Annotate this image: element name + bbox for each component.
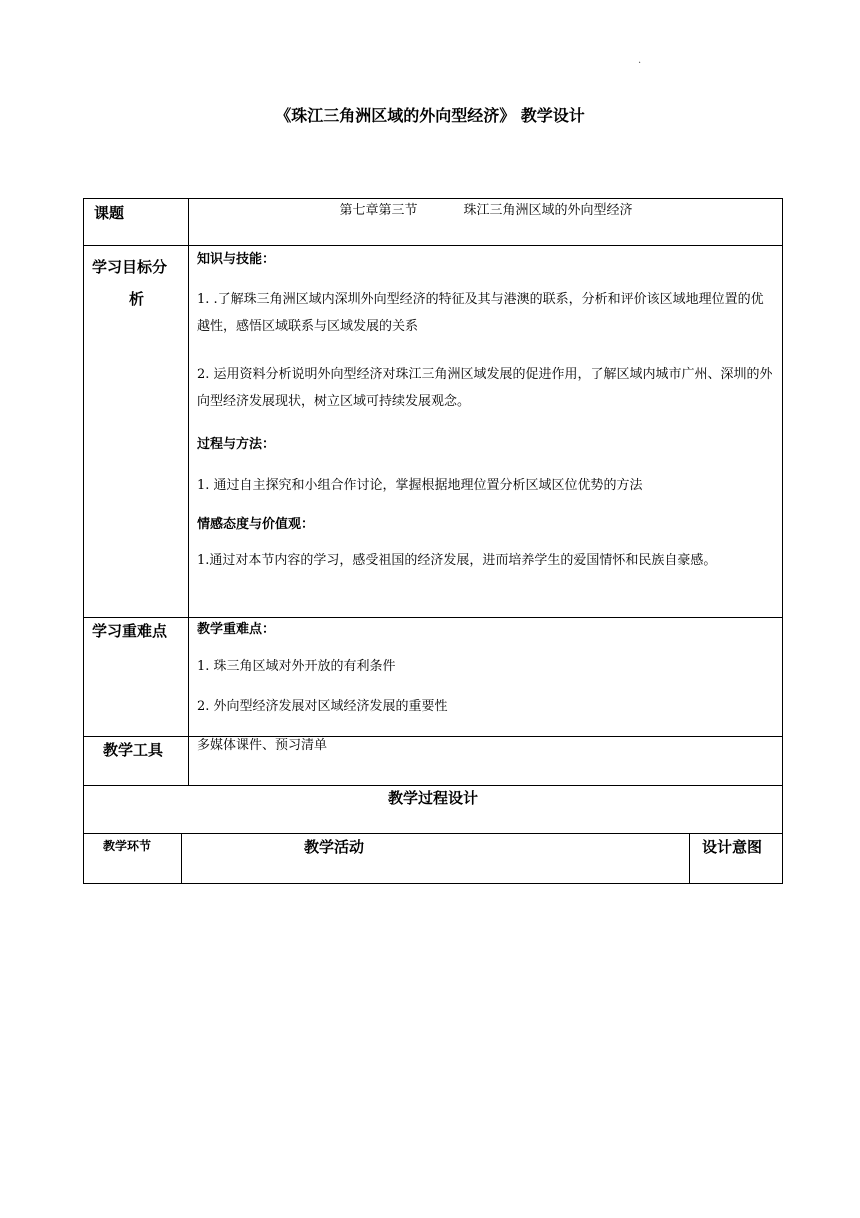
- attitude-heading: 情感态度与价值观：: [197, 517, 315, 532]
- knowledge-item-1: 1. .了解珠三角洲区域内深圳外向型经济的特征及其与港澳的联系，分析和评价该区域地理位置的优越性，感悟区域联系与区域发展的关系: [197, 292, 764, 334]
- knowledge-item-2: 2. 运用资料分析说明外向型经济对珠江三角洲区域发展的促进作用，了解区域内城市广州、深圳的外向型经济发展现状，树立区域可持续发展观念。: [197, 367, 773, 409]
- attitude-item-1: 1.通过对本节内容的学习，感受祖国的经济发展，进而培养学生的爱国情怀和民族自豪感。: [197, 553, 717, 568]
- process-column-divider: [181, 833, 182, 884]
- knowledge-heading: 知识与技能：: [197, 252, 276, 267]
- column-header-stage: 教学环节: [103, 839, 152, 853]
- tools-value: 多媒体课件、预习清单: [197, 738, 328, 753]
- topic-label: 课题: [94, 204, 125, 222]
- objectives-label-line2: 析: [129, 290, 145, 308]
- process-design-title: 教学过程设计: [387, 789, 478, 807]
- process-item-1: 1. 通过自主探究和小组合作讨论，掌握根据地理位置分析区域区位优势的方法: [197, 478, 643, 493]
- topic-chapter: 第七章第三节: [339, 203, 418, 218]
- process-heading: 过程与方法：: [197, 437, 276, 452]
- topic-value: [189, 198, 783, 224]
- key-points-label: 学习重难点: [92, 622, 168, 640]
- process-column-divider: [689, 833, 690, 884]
- row-divider: [83, 736, 783, 737]
- column-header-activity: 教学活动: [304, 838, 365, 856]
- key-point-item-1: 1. 珠三角区域对外开放的有利条件: [197, 659, 396, 674]
- header-mark: .: [638, 55, 642, 66]
- key-points-heading: 教学重难点：: [197, 622, 276, 637]
- topic-name: 珠江三角洲区域的外向型经济: [463, 203, 633, 218]
- document-title: 《珠江三角洲区域的外向型经济》 教学设计: [275, 106, 585, 125]
- column-header-intent: 设计意图: [702, 838, 763, 856]
- objectives-label: [92, 251, 186, 315]
- process-header-row: [83, 833, 783, 884]
- tools-label: 教学工具: [103, 741, 164, 759]
- table-column-divider: [188, 198, 189, 786]
- objectives-label-line1: 学习目标分: [92, 258, 168, 276]
- key-point-item-2: 2. 外向型经济发展对区域经济发展的重要性: [197, 699, 448, 714]
